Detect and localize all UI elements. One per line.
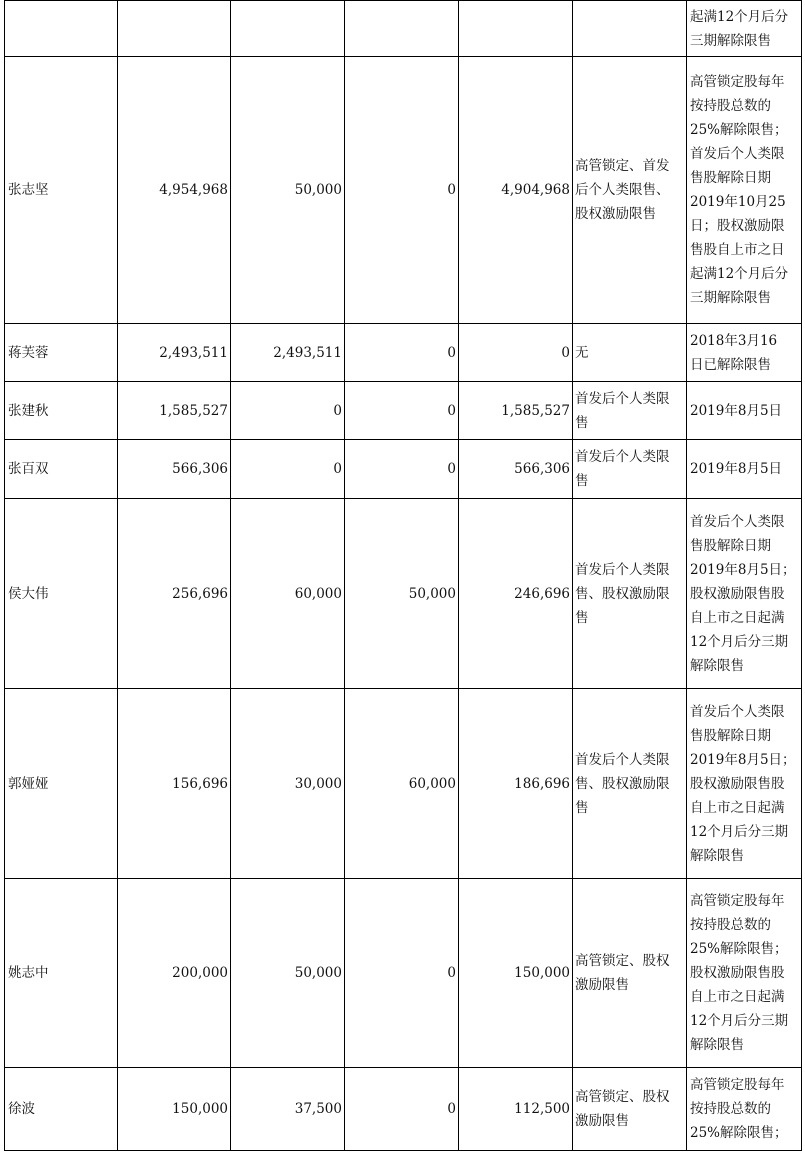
restriction-type: 首发后个人类限 售: [573, 382, 687, 440]
shares-added: 0: [345, 879, 459, 1068]
shares-end: 1,585,527: [459, 382, 573, 440]
shares-begin: 4,954,968: [118, 57, 231, 324]
table-row: [5, 499, 802, 689]
restriction-type: [573, 1, 687, 57]
restriction-type: 高管锁定、首发 后个人类限售、 股权激励限售: [573, 57, 687, 324]
shares-begin: 1,585,527: [118, 382, 231, 440]
table-row: [5, 57, 802, 324]
shares-added: [345, 1, 459, 57]
restricted-shares-table: [4, 0, 802, 1151]
release-date: 高管锁定股每年 按持股总数的 25%解除限售； 股权激励限售股 自上市之日起满 12个月后分三期 解除限售: [687, 879, 802, 1068]
shares-released: 2,493,511: [231, 324, 345, 382]
shares-end: 186,696: [459, 689, 573, 879]
holder-name: 张志坚: [5, 57, 118, 324]
holder-name: [5, 1, 118, 57]
shares-begin: 566,306: [118, 440, 231, 499]
shares-released: 37,500: [231, 1068, 345, 1151]
shares-end: 246,696: [459, 499, 573, 689]
release-date: 首发后个人类限 售股解除日期 2019年8月5日； 股权激励限售股 自上市之日起满 12个月后分三期 解除限售: [687, 689, 802, 879]
restriction-type: 首发后个人类限 售: [573, 440, 687, 499]
table-row: [5, 1, 802, 57]
release-date: 高管锁定股每年 按持股总数的 25%解除限售； 首发后个人类限 售股解除日期 2019年10月25 日；股权激励限 售股自上市之日 起满12个月后分 三期解除限售: [687, 57, 802, 324]
shares-released: 60,000: [231, 499, 345, 689]
shares-end: 4,904,968: [459, 57, 573, 324]
release-date: 2019年8月5日: [687, 440, 802, 499]
release-date: 2018年3月16 日已解除限售: [687, 324, 802, 382]
shares-added: 0: [345, 324, 459, 382]
table-row: [5, 382, 802, 440]
release-date: 首发后个人类限 售股解除日期 2019年8月5日； 股权激励限售股 自上市之日起满 12个月后分三期 解除限售: [687, 499, 802, 689]
shares-end: [459, 1, 573, 57]
shares-added: 0: [345, 440, 459, 499]
holder-name: 姚志中: [5, 879, 118, 1068]
shares-added: 50,000: [345, 499, 459, 689]
holder-name: 蒋芙蓉: [5, 324, 118, 382]
holder-name: 侯大伟: [5, 499, 118, 689]
restriction-type: 首发后个人类限 售、股权激励限 售: [573, 689, 687, 879]
shares-added: 0: [345, 382, 459, 440]
table-row: [5, 689, 802, 879]
shares-released: 0: [231, 440, 345, 499]
holder-name: 张建秋: [5, 382, 118, 440]
release-date: 高管锁定股每年 按持股总数的 25%解除限售；: [687, 1068, 802, 1151]
shares-released: 30,000: [231, 689, 345, 879]
shares-begin: 200,000: [118, 879, 231, 1068]
shares-end: 150,000: [459, 879, 573, 1068]
shares-begin: 256,696: [118, 499, 231, 689]
holder-name: 郭娅娅: [5, 689, 118, 879]
shares-begin: [118, 1, 231, 57]
shares-added: 0: [345, 57, 459, 324]
shares-end: 0: [459, 324, 573, 382]
shares-added: 60,000: [345, 689, 459, 879]
shares-begin: 150,000: [118, 1068, 231, 1151]
shares-released: 0: [231, 382, 345, 440]
restriction-type: 高管锁定、股权 激励限售: [573, 879, 687, 1068]
holder-name: 张百双: [5, 440, 118, 499]
table-row: [5, 440, 802, 499]
shares-released: 50,000: [231, 57, 345, 324]
restriction-type: 高管锁定、股权 激励限售: [573, 1068, 687, 1151]
table-row: [5, 1068, 802, 1151]
holder-name: 徐波: [5, 1068, 118, 1151]
shares-end: 566,306: [459, 440, 573, 499]
restriction-type: 无: [573, 324, 687, 382]
release-date: 2019年8月5日: [687, 382, 802, 440]
shares-released: [231, 1, 345, 57]
shares-begin: 2,493,511: [118, 324, 231, 382]
table-row: [5, 879, 802, 1068]
table-row: [5, 324, 802, 382]
shares-released: 50,000: [231, 879, 345, 1068]
shares-end: 112,500: [459, 1068, 573, 1151]
shares-added: 0: [345, 1068, 459, 1151]
shares-begin: 156,696: [118, 689, 231, 879]
release-date: 起满12个月后分 三期解除限售: [687, 1, 802, 57]
restriction-type: 首发后个人类限 售、股权激励限 售: [573, 499, 687, 689]
